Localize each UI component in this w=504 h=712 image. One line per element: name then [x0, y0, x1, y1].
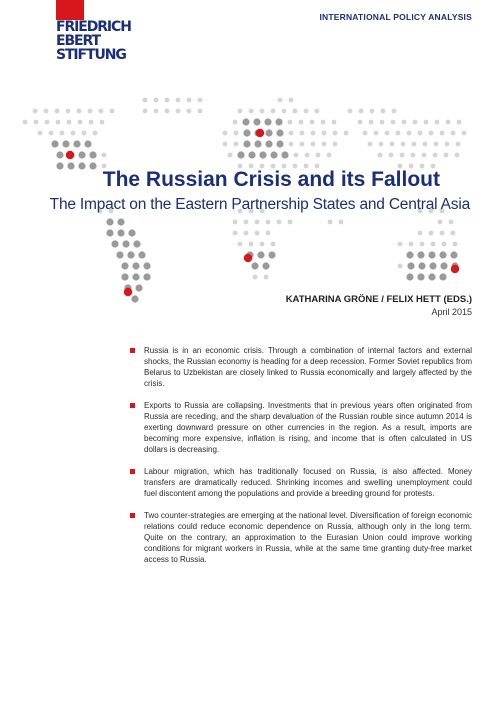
- map-dot: [260, 109, 265, 114]
- map-dot: [143, 262, 150, 269]
- map-dot: [44, 109, 49, 114]
- map-dot: [45, 120, 50, 125]
- map-dot: [132, 273, 139, 280]
- map-dot: [379, 142, 384, 147]
- map-dot: [433, 153, 438, 158]
- map-dot: [242, 118, 249, 125]
- map-dot: [259, 151, 266, 158]
- map-dot: [34, 120, 39, 125]
- map-dot: [288, 120, 293, 125]
- map-dot: [143, 98, 148, 103]
- map-dot: [450, 251, 457, 258]
- map-dot: [391, 120, 396, 125]
- map-dot: [431, 242, 436, 247]
- map-dot: [233, 120, 238, 125]
- map-dot: [223, 142, 228, 147]
- map-dot: [233, 220, 238, 225]
- map-dot: [339, 220, 344, 225]
- map-dot: [176, 109, 181, 114]
- map-dot: [62, 140, 69, 147]
- map-dot-highlight: [66, 151, 74, 159]
- map-dot: [305, 153, 310, 158]
- map-dot: [106, 218, 113, 225]
- map-dot: [390, 142, 395, 147]
- map-dot: [135, 284, 142, 291]
- page-subtitle: The Impact on the Eastern Partnership States and Central Asia: [49, 196, 470, 213]
- map-dot: [187, 98, 192, 103]
- map-dot: [409, 242, 414, 247]
- map-dot: [411, 153, 416, 158]
- map-dot: [234, 142, 239, 147]
- map-dot: [106, 229, 113, 236]
- summary-text: Two counter-strategies are emerging at the national level. Diversification of foreign economic relations could reduce economic dependence on Russia, although only in the long term. Quite on the contrary, an approximation to the Eurasian Union could improve working conditions for migrant workers in Russia, while at the same time granting duty-free market access to Russia.: [144, 511, 472, 564]
- map-dot: [451, 131, 456, 136]
- map-dot: [398, 264, 403, 269]
- map-dot: [429, 231, 434, 236]
- map-dot: [294, 153, 299, 158]
- map-dot: [268, 251, 275, 258]
- bullet-square-icon: [130, 513, 135, 518]
- map-dot: [234, 131, 239, 136]
- logo-line-2: EBERT: [56, 33, 100, 49]
- map-dot: [428, 251, 435, 258]
- map-dot-highlight: [244, 254, 252, 262]
- map-dot: [451, 231, 456, 236]
- map-dot: [428, 273, 435, 280]
- summary-text: Labour migration, which has traditionally focused on Russia, is also affected. Money transfers are dramatically reduced. Shrinking incomes and swelling unemployment could fuel discontent among the populations and provide a breeding ground for protests.: [144, 467, 472, 498]
- map-dot: [271, 109, 276, 114]
- map-dot: [71, 131, 76, 136]
- map-dot: [429, 131, 434, 136]
- map-dot: [315, 109, 320, 114]
- map-dot: [449, 220, 454, 225]
- map-dot: [385, 131, 390, 136]
- map-dot: [244, 231, 249, 236]
- map-dot: [418, 262, 425, 269]
- map-dot: [424, 120, 429, 125]
- map-dot: [374, 131, 379, 136]
- map-dot: [363, 131, 368, 136]
- map-dot: [33, 109, 38, 114]
- logo-line-3: STIFTUNG: [56, 47, 126, 63]
- map-dot: [389, 153, 394, 158]
- map-dot: [439, 251, 446, 258]
- map-dot: [237, 151, 244, 158]
- map-dot: [311, 142, 316, 147]
- map-dot: [310, 120, 315, 125]
- map-dot: [321, 120, 326, 125]
- map-dot: [333, 131, 338, 136]
- map-dot: [457, 120, 462, 125]
- map-dot: [293, 109, 298, 114]
- series-label: INTERNATIONAL POLICY ANALYSIS: [319, 12, 472, 22]
- map-dot: [276, 129, 283, 136]
- map-dot: [380, 120, 385, 125]
- map-dot: [316, 153, 321, 158]
- map-dot: [93, 131, 98, 136]
- map-dot: [111, 240, 118, 247]
- map-dot: [266, 220, 271, 225]
- summary-item: [130, 466, 472, 499]
- map-dot: [198, 109, 203, 114]
- map-dot: [348, 109, 353, 114]
- map-dot: [66, 109, 71, 114]
- map-dot: [289, 131, 294, 136]
- map-dot: [344, 131, 349, 136]
- logo-line-1: FRIEDRICH: [56, 19, 131, 35]
- map-dot: [243, 129, 250, 136]
- map-dot-highlight: [124, 288, 132, 296]
- summary-item: [130, 345, 472, 389]
- map-dot: [369, 120, 374, 125]
- map-dot: [378, 153, 383, 158]
- map-dot: [456, 142, 461, 147]
- summary-list: [130, 345, 472, 576]
- bullet-square-icon: [130, 469, 135, 474]
- map-dot: [398, 242, 403, 247]
- map-dot: [82, 131, 87, 136]
- map-dot: [440, 231, 445, 236]
- map-dot: [328, 220, 333, 225]
- map-dot: [133, 240, 140, 247]
- map-dot: [440, 262, 447, 269]
- map-dot: [417, 251, 424, 258]
- map-dot: [77, 109, 82, 114]
- map-dot: [132, 262, 139, 269]
- map-dot: [422, 153, 427, 158]
- map-dot: [187, 109, 192, 114]
- map-dot: [251, 262, 258, 269]
- map-dot: [289, 98, 294, 103]
- map-dot: [402, 120, 407, 125]
- map-dot: [381, 109, 386, 114]
- map-dot: [56, 151, 63, 158]
- map-dot: [131, 295, 138, 302]
- summary-item: [130, 400, 472, 455]
- map-dot: [289, 142, 294, 147]
- map-dot: [264, 275, 269, 280]
- fes-logo: [56, 0, 146, 62]
- map-dot: [248, 151, 255, 158]
- map-dot: [396, 131, 401, 136]
- map-dot: [254, 140, 261, 147]
- map-dot: [117, 229, 124, 236]
- map-dot: [438, 220, 443, 225]
- map-dot: [304, 109, 309, 114]
- map-dot: [359, 109, 364, 114]
- map-dot: [445, 142, 450, 147]
- page-title: The Russian Crisis and its Fallout: [102, 168, 440, 191]
- map-dot: [439, 273, 446, 280]
- map-dot: [300, 142, 305, 147]
- map-dot: [429, 262, 436, 269]
- map-dot: [418, 131, 423, 136]
- map-dot: [165, 98, 170, 103]
- map-dot: [446, 120, 451, 125]
- map-dot: [322, 131, 327, 136]
- map-dot: [102, 153, 107, 158]
- map-dot: [154, 109, 159, 114]
- map-dot: [311, 131, 316, 136]
- map-dot: [368, 142, 373, 147]
- map-dot: [238, 242, 243, 247]
- map-dot: [277, 220, 282, 225]
- map-dot-highlight: [256, 129, 264, 137]
- map-dot: [253, 118, 260, 125]
- map-dot: [434, 142, 439, 147]
- map-dot: [233, 231, 238, 236]
- map-dot: [265, 129, 272, 136]
- map-dot: [435, 120, 440, 125]
- map-dot: [38, 131, 43, 136]
- map-dot: [110, 109, 115, 114]
- map-dot: [288, 220, 293, 225]
- map-dot: [121, 262, 128, 269]
- map-dot: [154, 98, 159, 103]
- map-dot: [322, 142, 327, 147]
- map-dot: [238, 109, 243, 114]
- map-dot: [275, 118, 282, 125]
- map-dot: [67, 120, 72, 125]
- map-dot: [266, 231, 271, 236]
- map-dot: [300, 131, 305, 136]
- map-dot: [406, 273, 413, 280]
- map-dot: [260, 242, 265, 247]
- publication-date: April 2015: [431, 307, 472, 317]
- map-dot: [282, 109, 287, 114]
- map-dot: [370, 109, 375, 114]
- map-dot: [244, 220, 249, 225]
- map-dot: [78, 120, 83, 125]
- map-dot: [23, 120, 28, 125]
- map-dot: [299, 120, 304, 125]
- map-dot: [442, 242, 447, 247]
- logo-red-bar: [56, 0, 84, 20]
- map-dot: [278, 98, 283, 103]
- map-dot: [455, 153, 460, 158]
- map-dot: [55, 109, 60, 114]
- map-dot: [56, 120, 61, 125]
- map-dot: [51, 140, 58, 147]
- map-dot: [407, 262, 414, 269]
- map-dot: [413, 120, 418, 125]
- map-dot: [100, 120, 105, 125]
- map-dot: [281, 151, 288, 158]
- map-dot: [255, 220, 260, 225]
- map-dot: [176, 98, 181, 103]
- map-dot: [265, 140, 272, 147]
- map-dot: [121, 273, 128, 280]
- map-dot: [423, 142, 428, 147]
- map-dot: [89, 151, 96, 158]
- map-dot: [412, 142, 417, 147]
- map-dot: [138, 251, 145, 258]
- map-dot: [444, 153, 449, 158]
- map-dot: [462, 131, 467, 136]
- map-dot: [99, 109, 104, 114]
- map-dot: [271, 242, 276, 247]
- map-dot: [165, 109, 170, 114]
- map-dot: [400, 153, 405, 158]
- summary-text: Exports to Russia are collapsing. Investments that in previous years often originated from Russia are receding, and the sharp devaluation of the Russian rouble since autumn 2014 is exerting downward pressure on other currencies in the region. As a result, imports are becoming more expensive, inflation is rising, and income that is often calculated in US dollars is decreasing.: [144, 401, 472, 454]
- map-dot: [88, 109, 93, 114]
- map-dot: [262, 262, 269, 269]
- map-dot-highlight: [451, 265, 459, 273]
- map-dot: [84, 140, 91, 147]
- map-dot: [253, 275, 258, 280]
- authors: KATHARINA GRÖNE / FELIX HETT (EDS.): [285, 294, 472, 305]
- map-dot: [223, 131, 228, 136]
- map-dot: [332, 120, 337, 125]
- map-dot: [243, 140, 250, 147]
- summary-item: [130, 510, 472, 565]
- map-dot: [418, 231, 423, 236]
- map-dot: [128, 229, 135, 236]
- map-dot: [257, 251, 264, 258]
- map-dot: [89, 120, 94, 125]
- map-dot: [270, 151, 277, 158]
- map-dot: [406, 251, 413, 258]
- bullet-square-icon: [130, 348, 135, 353]
- map-dot: [453, 242, 458, 247]
- map-dot: [401, 142, 406, 147]
- map-dot: [358, 120, 363, 125]
- map-dot: [122, 240, 129, 247]
- map-dot: [49, 131, 54, 136]
- map-dot: [276, 140, 283, 147]
- map-dot: [333, 142, 338, 147]
- map-dot: [228, 153, 233, 158]
- map-dot: [392, 109, 397, 114]
- bullet-square-icon: [130, 403, 135, 408]
- map-dot: [420, 242, 425, 247]
- map-dot: [127, 251, 134, 258]
- map-dot: [249, 109, 254, 114]
- map-dot: [117, 218, 124, 225]
- map-dot: [78, 151, 85, 158]
- map-dot: [417, 273, 424, 280]
- map-dot: [143, 109, 148, 114]
- map-dot: [249, 242, 254, 247]
- map-dot: [60, 131, 65, 136]
- map-dot: [255, 231, 260, 236]
- map-dot: [143, 273, 150, 280]
- map-dot: [440, 131, 445, 136]
- map-dot: [73, 140, 80, 147]
- summary-text: Russia is in an economic crisis. Through a combination of internal factors and external shocks, the Russian economy is heading for a deep recession. Former Soviet republics from Belarus to Uzbekistan are closely linked to Russia economically and largely affected by the crisis.: [144, 346, 472, 388]
- map-dot: [327, 153, 332, 158]
- map-dot: [116, 251, 123, 258]
- map-dot: [264, 118, 271, 125]
- map-dot: [407, 131, 412, 136]
- map-dot: [198, 98, 203, 103]
